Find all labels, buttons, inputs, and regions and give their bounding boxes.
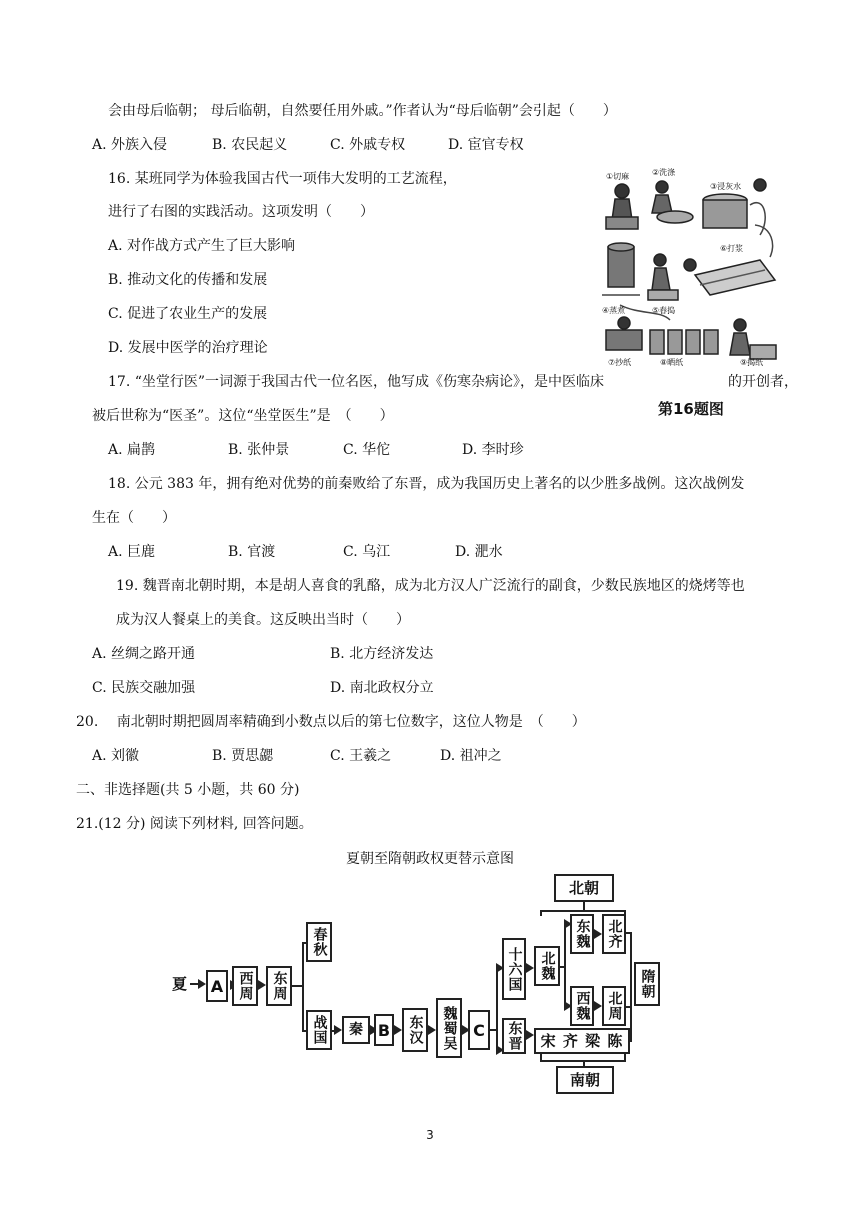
q19-option-c[interactable]: C. 民族交融加强 — [92, 680, 196, 696]
q15-option-a[interactable]: A. 外族入侵 — [92, 137, 168, 153]
fig16-step-3: ③浸灰水 — [710, 182, 742, 191]
q16-stem-line2: 进行了右图的实践活动。这项发明（ ） — [108, 204, 374, 220]
q20-stem: 20. 南北朝时期把圆周率精确到小数点以后的第七位数字，这位人物是 （ ） — [76, 714, 586, 730]
fig16-step-9: ⑨揭纸 — [740, 358, 764, 367]
q17-stem-line1: 17. “坐堂行医”一词源于我国古代一位名医，他写成《伤寒杂病论》，是中医临床 — [108, 374, 605, 390]
fig16-step-6: ⑥打浆 — [720, 244, 744, 253]
node-weishuwu: 魏蜀吴 — [436, 998, 462, 1058]
node-suichao: 隋朝 — [634, 962, 660, 1006]
diagram-title: 夏朝至隋朝政权更替示意图 — [346, 851, 514, 867]
node-beichao: 北朝 — [554, 874, 614, 902]
q17-option-c[interactable]: C. 华佗 — [343, 442, 391, 458]
fig16-step-4: ④蒸煮 — [602, 306, 626, 315]
q19-option-b[interactable]: B. 北方经济发达 — [330, 646, 434, 662]
node-b: B — [374, 1014, 394, 1046]
q20-option-a[interactable]: A. 刘徽 — [92, 748, 140, 764]
q17-stem-line1-end: 的开创者， — [728, 374, 798, 390]
q16-option-b[interactable]: B. 推动文化的传播和发展 — [108, 272, 268, 288]
node-dongwei: 东魏 — [570, 914, 594, 954]
q16-option-d[interactable]: D. 发展中医学的治疗理论 — [108, 340, 268, 356]
node-a: A — [206, 970, 228, 1002]
node-zhanguo: 战国 — [306, 1010, 332, 1050]
q18-stem-line1: 18. 公元 383 年，拥有绝对优势的前秦败给了东晋，成为我国历史上著名的以少胜多战例。这次战例发 — [108, 476, 745, 492]
node-qin: 秦 — [342, 1016, 370, 1044]
q16-stem-line1: 16. 某班同学为体验我国古代一项伟大发明的工艺流程， — [108, 171, 457, 187]
fig16-step-7: ⑦抄纸 — [608, 358, 632, 367]
node-dongjin: 东晋 — [502, 1018, 526, 1054]
node-beiwei: 北魏 — [534, 946, 560, 986]
q17-option-d[interactable]: D. 李时珍 — [462, 442, 524, 458]
node-dongzhou: 东周 — [266, 966, 292, 1006]
fig16-step-8: ⑧晒纸 — [660, 358, 684, 367]
node-chunqiu: 春秋 — [306, 922, 332, 962]
q19-option-a[interactable]: A. 丝绸之路开通 — [92, 646, 196, 662]
dynasty-succession-diagram — [0, 870, 860, 1100]
papermaking-illustration — [600, 165, 780, 397]
fig16-step-2: ②洗涤 — [652, 168, 676, 177]
fig16-caption: 第16题图 — [658, 400, 724, 418]
q19-stem-line2: 成为汉人餐桌上的美食。这反映出当时（ ） — [116, 612, 410, 628]
q18-option-a[interactable]: A. 巨鹿 — [108, 544, 156, 560]
node-xia: 夏 — [172, 975, 188, 993]
page-number: 3 — [426, 1128, 434, 1142]
q15-option-c[interactable]: C. 外戚专权 — [330, 137, 406, 153]
q17-stem-line2: 被后世称为“医圣”。这位“坐堂医生”是 （ ） — [92, 408, 394, 424]
q15-option-b[interactable]: B. 农民起义 — [212, 137, 288, 153]
q20-option-d[interactable]: D. 祖冲之 — [440, 748, 502, 764]
fig16-step-5: ⑤舂捣 — [652, 306, 676, 315]
q16-option-c[interactable]: C. 促进了农业生产的发展 — [108, 306, 268, 322]
q17-option-a[interactable]: A. 扁鹊 — [108, 442, 156, 458]
node-xizhou: 西周 — [232, 966, 258, 1006]
section-two-heading: 二、非选择题(共 5 小题，共 60 分) — [76, 782, 300, 798]
q20-option-c[interactable]: C. 王羲之 — [330, 748, 392, 764]
q21-stem: 21.(12 分) 阅读下列材料, 回答问题。 — [76, 816, 313, 832]
node-songqiliangchen: 宋 齐 梁 陈 — [534, 1028, 630, 1054]
node-beiqi: 北齐 — [602, 914, 626, 954]
node-xiwei: 西魏 — [570, 986, 594, 1026]
node-beizhou: 北周 — [602, 986, 626, 1026]
node-shiliuguo: 十六国 — [502, 938, 526, 1000]
q19-stem-line1: 19. 魏晋南北朝时期，本是胡人喜食的乳酪，成为北方汉人广泛流行的副食，少数民族地区的烧烤等也 — [116, 578, 745, 594]
node-donghan: 东汉 — [402, 1008, 428, 1052]
q18-option-c[interactable]: C. 乌江 — [343, 544, 391, 560]
q19-option-d[interactable]: D. 南北政权分立 — [330, 680, 434, 696]
node-c: C — [468, 1010, 490, 1050]
node-nanchao: 南朝 — [556, 1066, 614, 1094]
q20-option-b[interactable]: B. 贾思勰 — [212, 748, 274, 764]
q18-option-d[interactable]: D. 淝水 — [455, 544, 503, 560]
q17-option-b[interactable]: B. 张仲景 — [228, 442, 290, 458]
q18-stem-line2: 生在（ ） — [92, 510, 176, 526]
q18-option-b[interactable]: B. 官渡 — [228, 544, 276, 560]
q15-stem-end: 会由母后临朝； 母后临朝，自然要任用外戚。”作者认为“母后临朝”会引起（ ） — [108, 103, 617, 119]
q15-option-d[interactable]: D. 宦官专权 — [448, 137, 524, 153]
q16-option-a[interactable]: A. 对作战方式产生了巨大影响 — [108, 238, 296, 254]
fig16-step-1: ①切麻 — [606, 172, 630, 181]
